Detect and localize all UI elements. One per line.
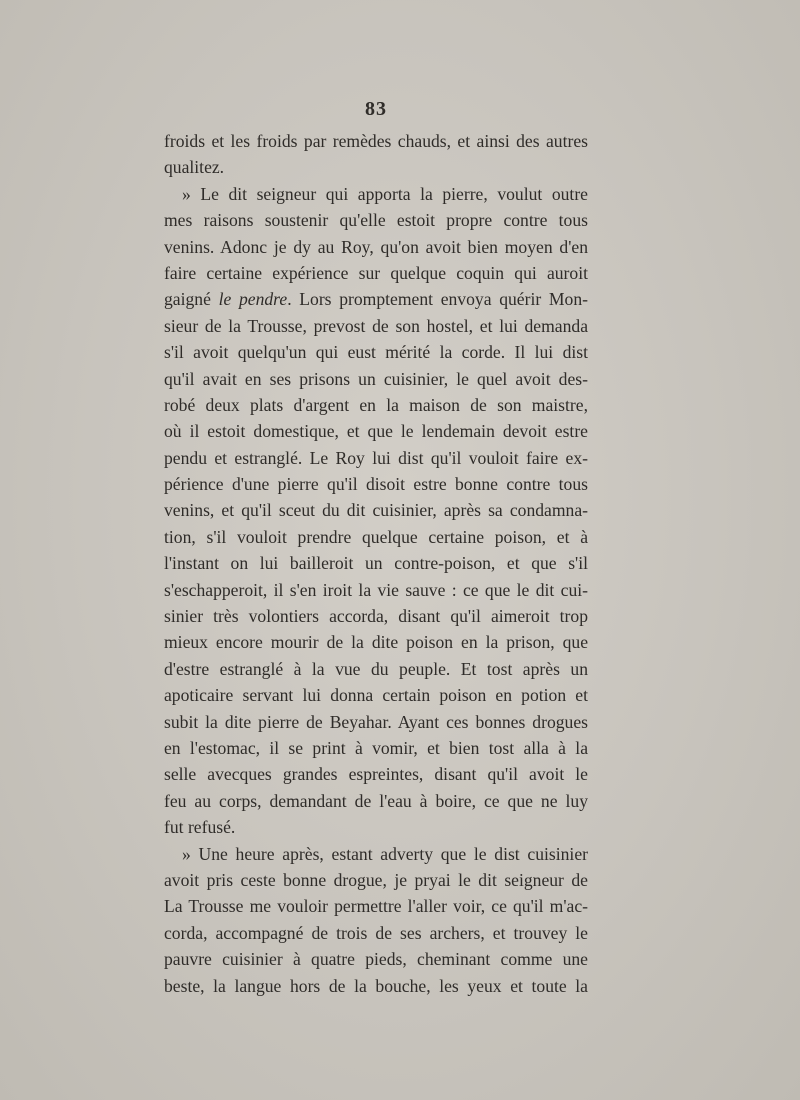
text-line: mieux encore mourir de la dite poison en la prison, que: [164, 632, 588, 653]
text-line: périence d'une pierre qu'il disoit estre bonne contre tous: [164, 474, 588, 495]
text-line: [164, 286, 588, 312]
text-line: sinier très volontiers accorda, disant qu'il aimeroit trop: [164, 606, 588, 627]
text-line: mes raisons soustenir qu'elle estoit propre contre tous: [164, 210, 588, 231]
page-number: 83: [365, 98, 387, 120]
text-line: qu'il avait en ses prisons un cuisinier, le quel avoit des-: [164, 368, 588, 389]
text-line: venins, et qu'il sceut du dit cuisinier, après sa condamna-: [164, 500, 588, 521]
text-line: s'eschapperoit, il s'en iroit la vie sauve : ce que le dit cui-: [164, 579, 588, 600]
text-line: beste, la langue hors de la bouche, les yeux et toute la: [164, 975, 588, 996]
body-text: [164, 128, 588, 999]
text-line: selle avecques grandes espreintes, disant qu'il avoit le: [164, 764, 588, 785]
text-line: tion, s'il vouloit prendre quelque certaine poison, et à: [164, 526, 588, 547]
text-line: corda, accompagné de trois de ses archers, et trouvey le: [164, 922, 588, 943]
text-line: » Le dit seigneur qui apporta la pierre, voulut outre: [182, 183, 588, 204]
text-line: venins. Adonc je dy au Roy, qu'on avoit bien moyen d'en: [164, 236, 588, 257]
text-line: subit la dite pierre de Beyahar. Ayant ces bonnes drogues: [164, 711, 588, 732]
text-line: s'il avoit quelqu'un qui eust mérité la corde. Il lui dist: [164, 342, 588, 363]
text-line: faire certaine expérience sur quelque coquin qui auroit: [164, 262, 588, 283]
text-line: en l'estomac, il se print à vomir, et bien tost alla à la: [164, 737, 588, 758]
text-line: robé deux plats d'argent en la maison de son maistre,: [164, 394, 588, 415]
text-line: froids et les froids par remèdes chauds, et ainsi des autres: [164, 131, 588, 151]
italic-phrase: le pendre: [218, 289, 288, 310]
text-fragment: . Lors promptement envoya quérir Mon-: [287, 289, 588, 310]
text-line: d'estre estranglé à la vue du peuple. Et tost après un: [164, 658, 588, 679]
text-line: La Trousse me vouloir permettre l'aller voir, ce qu'il m'ac-: [164, 896, 588, 917]
text-fragment: gaigné: [164, 289, 219, 310]
text-line: qualitez.: [164, 157, 225, 178]
text-line: feu au corps, demandant de l'eau à boire, ce que ne luy: [164, 790, 588, 811]
text-line: apoticaire servant lui donna certain poison en potion et: [164, 685, 588, 706]
text-line: pauvre cuisinier à quatre pieds, cheminant comme une: [164, 949, 588, 970]
text-line: sieur de la Trousse, prevost de son hostel, et lui demanda: [164, 315, 588, 336]
text-line: où il estoit domestique, et que le lendemain devoit estre: [164, 421, 588, 442]
text-line: l'instant on lui bailleroit un contre-poison, et que s'il: [164, 553, 588, 574]
text-line: pendu et estranglé. Le Roy lui dist qu'il vouloit faire ex-: [164, 447, 588, 468]
text-line: avoit pris ceste bonne drogue, je pryai le dit seigneur de: [164, 869, 588, 890]
text-line: fut refusé.: [164, 817, 236, 838]
text-line: » Une heure après, estant adverty que le dist cuisinier: [182, 843, 588, 864]
